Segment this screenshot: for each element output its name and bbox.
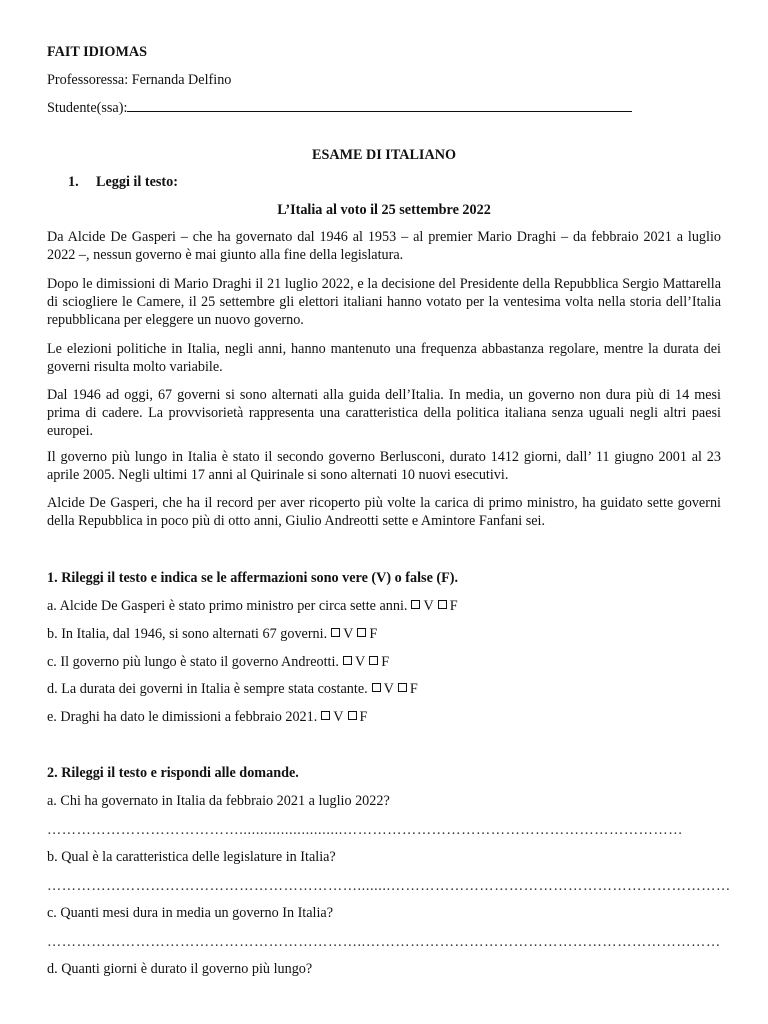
false-label: F	[359, 709, 368, 725]
student-name-field	[47, 99, 632, 117]
article-paragraph: Alcide De Gasperi, che ha il record per aver ricoperto più volte la carica di primo ministro, ha guidato sette governi della Repubblica in poco più di otto anni, Giulio Andreotti sette e Amintore Fanfani sei.	[47, 495, 721, 529]
tf-item	[47, 625, 377, 643]
answer-line[interactable]: ………………………………….........................……………………………………………………………	[47, 822, 684, 838]
tf-item	[47, 653, 389, 671]
question: c. Quanti mesi dura in media un governo In Italia?	[47, 905, 334, 921]
tf-statement: b. In Italia, dal 1946, si sono alternati 67 governi.	[47, 626, 328, 642]
teacher-name: Professoressa: Fernanda Delfino	[47, 72, 232, 88]
article-paragraph: Dopo le dimissioni di Mario Draghi il 21 luglio 2022, e la decisione del Presidente della Repubblica Sergio Mattarella di sciogliere le Camere, il 25 settembre gli elettori italiani hanno votato per la ventesima volta nella storia dell’Italia repubblicana per eleggere un nuovo governo.	[47, 276, 721, 328]
tf-statement: c. Il governo più lungo è stato il governo Andreotti.	[47, 654, 339, 670]
checkbox-true[interactable]	[411, 600, 420, 609]
question: d. Quanti giorni è durato il governo più lungo?	[47, 961, 313, 977]
article-paragraph: Le elezioni politiche in Italia, negli anni, hanno mantenuto una frequenza abbastanza regolare, mentre la durata dei governi risulta molto variabile.	[47, 341, 721, 375]
student-label: Studente(ssa):	[47, 100, 128, 116]
tf-item	[47, 708, 367, 726]
article-paragraph: Da Alcide De Gasperi – che ha governato dal 1946 al 1953 – al premier Mario Draghi – da febbraio 2021 a luglio 2022 –, nessun governo è mai giunto alla fine della legislatura.	[47, 229, 721, 263]
false-label: F	[369, 626, 378, 642]
question: b. Qual è la caratteristica delle legislature in Italia?	[47, 849, 336, 865]
student-name-blank	[127, 99, 632, 112]
question: a. Chi ha governato in Italia da febbraio 2021 a luglio 2022?	[47, 793, 390, 809]
tf-item	[47, 597, 458, 615]
checkbox-true[interactable]	[372, 683, 381, 692]
checkbox-false[interactable]	[398, 683, 407, 692]
answer-line[interactable]: ………………………………………………………........……………………………………………………………	[47, 878, 731, 894]
article-paragraph: Dal 1946 ad oggi, 67 governi si sono alternati alla guida dell’Italia. In media, un governo non dura più di 14 mesi prima di cadere. La provvisorietà rappresenta una caratteristica della politica italiana senza uguali negli altri paesi europei.	[47, 387, 721, 439]
checkbox-false[interactable]	[357, 628, 366, 637]
false-label: F	[409, 681, 418, 697]
tf-statement: e. Draghi ha dato le dimissioni a febbraio 2021.	[47, 709, 318, 725]
article-title: L’Italia al voto il 25 settembre 2022	[277, 202, 491, 218]
checkbox-false[interactable]	[438, 600, 447, 609]
exercise2-title: 2. Rileggi il testo e rispondi alle domande.	[47, 765, 299, 781]
exercise1-title: 1. Rileggi il testo e indica se le affermazioni sono vere (V) o false (F).	[47, 570, 459, 586]
tf-statement: d. La durata dei governi in Italia è sempre stata costante.	[47, 681, 368, 697]
true-label: V	[423, 598, 434, 614]
true-label: V	[354, 654, 366, 670]
article-paragraph: Il governo più lungo in Italia è stato il secondo governo Berlusconi, durato 1412 giorni, dall’ 11 giugno 2001 al 23 aprile 2005. Negli ultimi 17 anni al Quirinale si sono alternati 10 nuovi esecutivi.	[47, 449, 721, 483]
true-label: V	[333, 709, 344, 725]
school-name: FAIT IDIOMAS	[47, 44, 147, 60]
false-label: F	[449, 598, 458, 614]
checkbox-true[interactable]	[343, 656, 352, 665]
section1-heading	[68, 173, 178, 191]
checkbox-false[interactable]	[369, 656, 378, 665]
true-label: V	[343, 626, 354, 642]
false-label: F	[381, 654, 390, 670]
checkbox-true[interactable]	[321, 711, 330, 720]
exam-title: ESAME DI ITALIANO	[311, 147, 456, 163]
section1-label: Leggi il testo:	[96, 174, 178, 190]
checkbox-false[interactable]	[348, 711, 357, 720]
answer-line[interactable]: ………………………………………………………..………………………………………………………………	[47, 934, 721, 950]
section1-number: 1.	[68, 174, 79, 190]
tf-statement: a. Alcide De Gasperi è stato primo ministro per circa sette anni.	[47, 598, 408, 614]
checkbox-true[interactable]	[331, 628, 340, 637]
true-label: V	[383, 681, 394, 697]
tf-item	[47, 680, 418, 698]
